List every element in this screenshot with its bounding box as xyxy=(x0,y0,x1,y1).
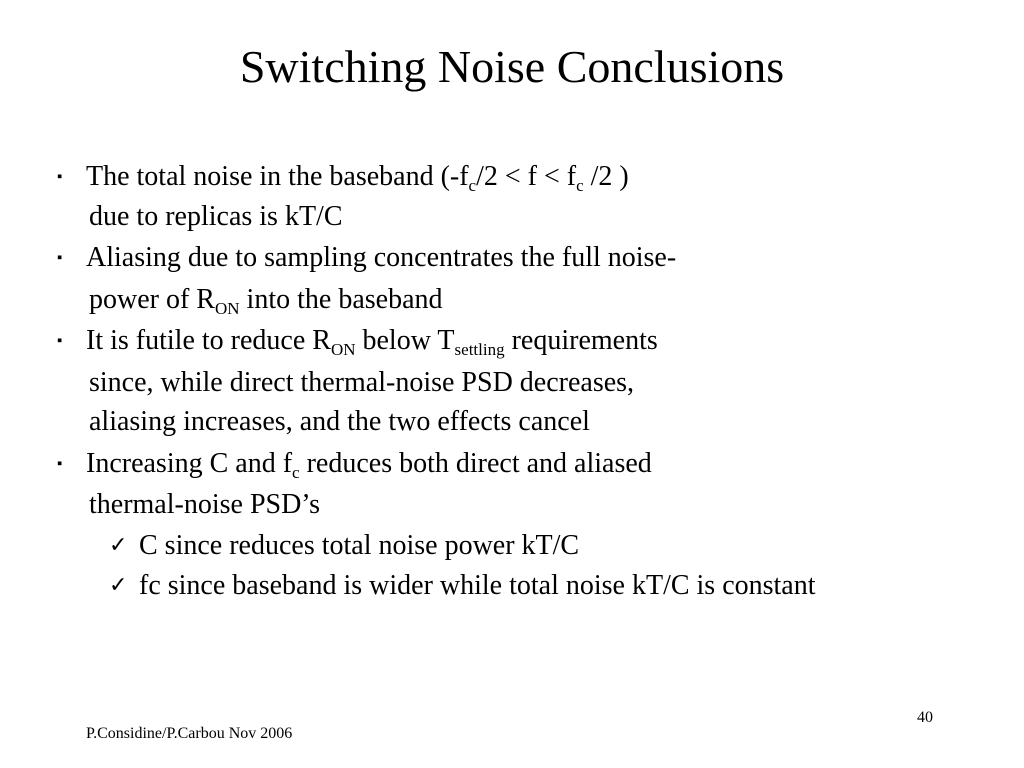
bullet-4-subscript-c: c xyxy=(292,463,300,482)
bullet-4-line-2: thermal-noise PSD’s xyxy=(89,489,320,520)
bullet-marker: ▪ xyxy=(57,333,63,349)
bullet-3-line-2: since, while direct thermal-noise PSD decreases, xyxy=(89,367,635,398)
bullet-2-text-b: into the baseband xyxy=(239,284,443,315)
check-icon: ✓ xyxy=(109,573,128,598)
bullet-2-line-2 xyxy=(89,283,443,317)
bullet-4-text-b: reduces both direct and aliased xyxy=(299,448,652,479)
bullet-marker: ▪ xyxy=(57,169,63,185)
bullet-3-line-1 xyxy=(86,324,658,358)
bullet-2-line-1: Aliasing due to sampling concentrates the full noise- xyxy=(86,242,677,273)
bullet-4-text-a: Increasing C and f xyxy=(86,448,293,479)
bullet-1-text-a: The total noise in the baseband (-f xyxy=(86,161,469,192)
bullet-3-text-b: below T xyxy=(355,325,455,356)
bullet-3-text-a: It is futile to reduce R xyxy=(86,325,331,356)
bullet-4-line-1 xyxy=(86,447,652,481)
bullet-1-text-c: /2 ) xyxy=(583,161,629,192)
bullet-3-subscript-on: ON xyxy=(330,340,356,359)
check-item-1: C since reduces total noise power kT/C xyxy=(139,530,580,561)
page-number: 40 xyxy=(917,709,933,726)
bullet-marker: ▪ xyxy=(57,456,63,472)
check-icon: ✓ xyxy=(109,533,128,558)
bullet-1-line-1 xyxy=(86,160,629,194)
bullet-3-line-3: aliasing increases, and the two effects cancel xyxy=(89,406,590,437)
bullet-1-text-b: /2 < f < f xyxy=(476,161,577,192)
bullet-3-text-c: requirements xyxy=(504,325,658,356)
bullet-marker: ▪ xyxy=(57,250,63,266)
bullet-1-line-2: due to replicas is kT/C xyxy=(89,201,343,232)
bullet-2-text-a: power of R xyxy=(89,284,215,315)
footer-author-date: P.Considine/P.Carbou Nov 2006 xyxy=(86,725,293,742)
bullet-2-subscript-on: ON xyxy=(214,299,240,318)
bullet-1-subscript-c2: c xyxy=(576,176,584,195)
bullet-1-subscript-c1: c xyxy=(468,176,477,195)
check-item-2: fc since baseband is wider while total noise kT/C is constant xyxy=(139,570,816,601)
bullet-3-subscript-settling: settling xyxy=(454,340,505,359)
slide-title: Switching Noise Conclusions xyxy=(239,41,785,92)
